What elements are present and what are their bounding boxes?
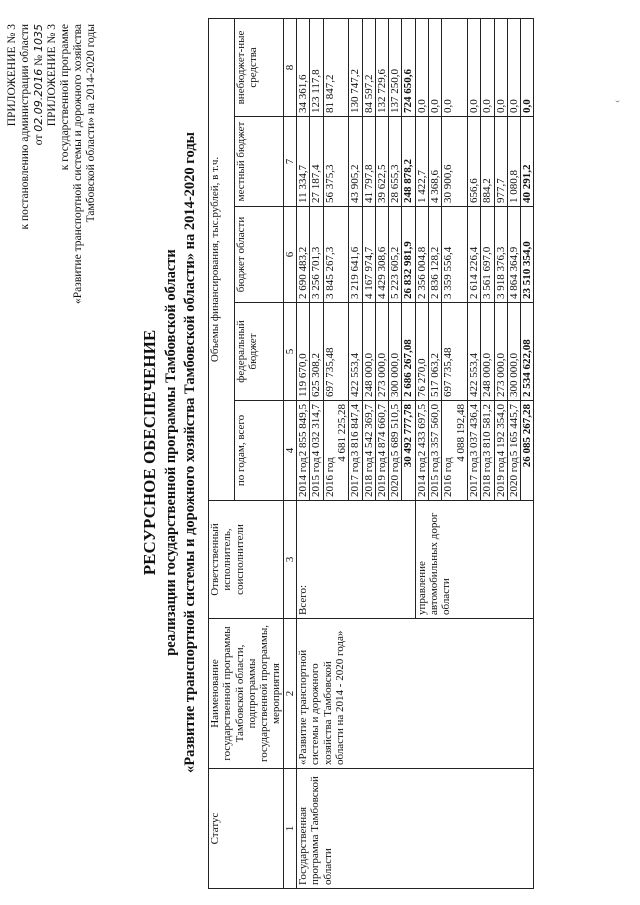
federal-cell: 248 000,0 [362, 303, 375, 401]
local-cell: 11 334,7 [297, 117, 310, 207]
year-total-cell: 2018 год 4 542 369,7 [362, 401, 375, 501]
extra-cell: 0,0 [481, 18, 494, 116]
executor-total-cell: Всего: [297, 501, 416, 619]
status-cell: Государственная программа Тамбовской области [297, 769, 534, 889]
year-total-cell: 2014 год 2 855 849,5 [297, 401, 310, 501]
federal-cell: 76 270,0 [415, 303, 428, 401]
document-title: РЕСУРСНОЕ ОБЕСПЕЧЕНИЕ [140, 329, 159, 576]
year-total-cell: 2019 год 4 874 660,7 [375, 401, 388, 501]
col-number: 3 [283, 501, 296, 619]
header-row-1 [209, 18, 235, 888]
program-name-cell: «Развитие транспортной системы и дорожного хозяйства Тамбовской области на 2014 - 2020 года» [297, 619, 534, 769]
number-prefix: № [33, 54, 45, 66]
document-subtitle-2: «Развитие транспортной системы и дорожного хозяйства Тамбовской области» на 2014-2020 годы [182, 132, 198, 774]
regional-cell: 2 614 226,4 [467, 207, 480, 303]
extra-cell: 84 597,2 [362, 18, 375, 116]
header-by-years: по годам, всего [234, 401, 283, 501]
year-total-cell: 2020 год 5 689 510,5 [389, 401, 402, 501]
regional-cell: 4 167 974,7 [362, 207, 375, 303]
local-cell: 39 622,5 [375, 117, 388, 207]
federal-total-cell: 2 534 622,08 [521, 303, 534, 401]
regional-cell: 3 256 701,3 [310, 207, 323, 303]
grand-total-cell: 30 492 777,78 [402, 401, 415, 501]
federal-cell: 273 000,0 [494, 303, 507, 401]
federal-cell: 625 308,2 [310, 303, 323, 401]
program-ref-line-3: Тамбовской области» на 2014-2020 годы [85, 24, 97, 223]
regional-cell: 3 219 641,6 [349, 207, 362, 303]
federal-cell: 273 000,0 [375, 303, 388, 401]
regional-cell: 5 223 605,2 [389, 207, 402, 303]
regional-cell: 3 918 376,3 [494, 207, 507, 303]
local-cell: 27 187,4 [310, 117, 323, 207]
header-status: Статус [209, 769, 284, 889]
local-cell: 28 655,3 [389, 117, 402, 207]
handwritten-number: 1035 [32, 24, 45, 52]
header-extra: внебюджет-ные средства [234, 18, 283, 116]
extra-cell: 123 117,8 [310, 18, 323, 116]
year-total-cell: 2015 год 4 032 314,7 [310, 401, 323, 501]
local-total-cell: 248 878,2 [402, 117, 415, 207]
year-total-cell: 2020 год 5 165 445,7 [507, 401, 520, 501]
extra-cell: 81 847,2 [323, 18, 349, 116]
year-total-cell: 2014 год 2 433 697,5 [415, 401, 428, 501]
federal-total-cell: 2 686 267,08 [402, 303, 415, 401]
local-cell: 43 905,2 [349, 117, 362, 207]
margin-mark: ‹ [612, 99, 623, 103]
regional-cell: 4 429 308,6 [375, 207, 388, 303]
extra-cell: 0,0 [429, 18, 442, 116]
year-total-cell: 2015 год 3 357 560,0 [429, 401, 442, 501]
header-volume: Объемы финансирования, тыс.рублей, в т.ч. [209, 18, 235, 500]
local-cell: 884,2 [481, 117, 494, 207]
regional-cell: 3 845 267,3 [323, 207, 349, 303]
extra-cell: 0,0 [467, 18, 480, 116]
appendix-date-line [32, 24, 46, 344]
col-number: 6 [283, 207, 296, 303]
federal-cell: 422 553,4 [467, 303, 480, 401]
appendix-decree-ref: к постановлению администрации области [19, 24, 31, 230]
regional-cell: 2 690 483,2 [297, 207, 310, 303]
regional-cell: 2 356 004,8 [415, 207, 428, 303]
column-number-row [283, 18, 296, 888]
header-regional: бюджет области [234, 207, 283, 303]
extra-total-cell: 0,0 [521, 18, 534, 116]
year-total-cell: 2016 год 4 088 192,48 [442, 401, 468, 501]
federal-cell: 422 553,4 [349, 303, 362, 401]
document-subtitle-1: реализации государственной программы Тамбовской области [163, 249, 179, 656]
federal-cell: 300 000,0 [389, 303, 402, 401]
year-total-cell: 2016 год 4 681 225,28 [323, 401, 349, 501]
local-cell: 4 368,6 [429, 117, 442, 207]
grand-total-cell: 26 085 267,28 [521, 401, 534, 501]
local-cell: 656,6 [467, 117, 480, 207]
program-ref-line-1: к государственной программе [59, 24, 71, 171]
extra-cell: 0,0 [442, 18, 468, 116]
extra-cell: 0,0 [507, 18, 520, 116]
extra-cell: 0,0 [494, 18, 507, 116]
col-number: 7 [283, 117, 296, 207]
regional-cell: 3 561 697,0 [481, 207, 494, 303]
federal-cell: 248 000,0 [481, 303, 494, 401]
year-total-cell: 2018 год 3 810 581,2 [481, 401, 494, 501]
local-cell: 41 797,8 [362, 117, 375, 207]
col-number: 5 [283, 303, 296, 401]
extra-cell: 132 729,6 [375, 18, 388, 116]
table-row [297, 18, 310, 888]
header-executor: Ответственный исполнитель, соисполнители [209, 501, 284, 619]
date-prefix: от [33, 134, 45, 146]
col-number: 4 [283, 401, 296, 501]
header-name: Наименование государственной программы Тамбовской области, подпрограммы государственной программы, мероприятия [209, 619, 284, 769]
header-federal: федеральный бюджет [234, 303, 283, 401]
appendix-block [6, 24, 98, 344]
appendix-label-2: ПРИЛОЖЕНИЕ № 3 [46, 24, 58, 127]
program-ref-line-2: «Развитие транспортной системы и дорожного хозяйства [72, 24, 84, 304]
federal-cell: 697 735,48 [323, 303, 349, 401]
local-cell: 56 375,3 [323, 117, 349, 207]
extra-total-cell: 724 650,6 [402, 18, 415, 116]
appendix-label: ПРИЛОЖЕНИЕ № 3 [6, 24, 18, 127]
header-local: местный бюджет [234, 117, 283, 207]
executor-roads-cell: управление автомобильных дорог области [415, 501, 534, 619]
extra-cell: 34 361,6 [297, 18, 310, 116]
col-number: 8 [283, 18, 296, 116]
year-total-cell: 2019 год 4 192 354,0 [494, 401, 507, 501]
federal-cell: 697 735,48 [442, 303, 468, 401]
local-total-cell: 40 291,2 [521, 117, 534, 207]
regional-total-cell: 26 832 981,9 [402, 207, 415, 303]
extra-cell: 0,0 [415, 18, 428, 116]
year-total-cell: 2017 год 3 816 847,4 [349, 401, 362, 501]
regional-total-cell: 23 510 354,0 [521, 207, 534, 303]
local-cell: 30 900,6 [442, 117, 468, 207]
regional-cell: 4 864 364,9 [507, 207, 520, 303]
local-cell: 1 422,7 [415, 117, 428, 207]
regional-cell: 2 836 128,2 [429, 207, 442, 303]
federal-cell: 119 670,0 [297, 303, 310, 401]
col-number: 1 [283, 769, 296, 889]
federal-cell: 300 000,0 [507, 303, 520, 401]
local-cell: 977,7 [494, 117, 507, 207]
extra-cell: 130 747,2 [349, 18, 362, 116]
year-total-cell: 2017 год 3 037 436,4 [467, 401, 480, 501]
resource-table [208, 18, 534, 889]
federal-cell: 517 063,2 [429, 303, 442, 401]
handwritten-date: 02.09.2016 [32, 68, 45, 132]
regional-cell: 3 359 556,4 [442, 207, 468, 303]
local-cell: 1 080,8 [507, 117, 520, 207]
extra-cell: 137 250,0 [389, 18, 402, 116]
col-number: 2 [283, 619, 296, 769]
